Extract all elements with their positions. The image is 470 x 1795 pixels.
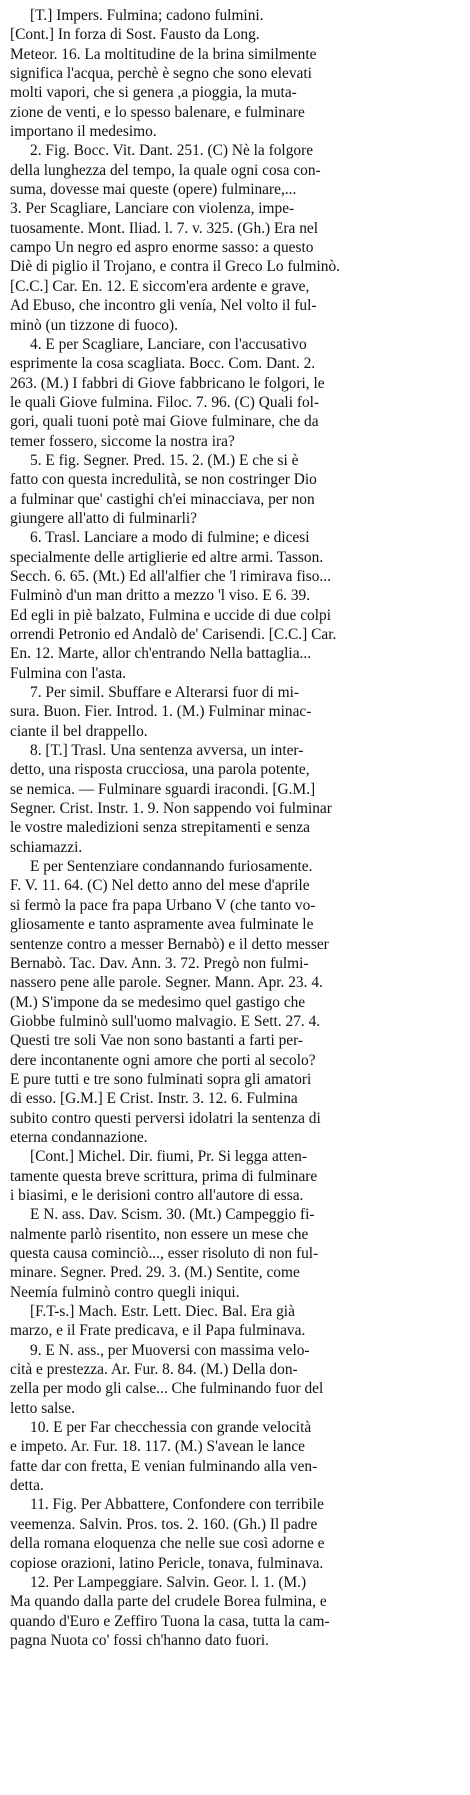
text-line: schiamazzi. [10,838,83,856]
text-line: gliosamente e tanto aspramente avea fulminate le [10,916,314,934]
text-line: subito contro questi perversi idolatri la sentenza di [10,1109,321,1127]
text-line: se nemica. — Fulminare sguardi iracondi. [G.M.] [10,780,316,798]
text-line: 10. E per Far checchessia con grande velocità [30,1419,312,1437]
text-line: significa l'acqua, perchè è segno che sono elevati [10,65,312,83]
entry-paragraph [10,1418,462,1495]
text-line: tuosamente. Mont. Iliad. l. 7. v. 325. (Gh.) Era nel [10,219,319,237]
entry-paragraph [10,857,462,1147]
text-line: 2. Fig. Bocc. Vit. Dant. 251. (C) Nè la folgore [30,142,314,160]
text-line: F. V. 11. 64. (C) Nel detto anno del mese d'aprile [10,877,310,895]
entry-paragraph [10,1573,462,1650]
text-line: della romana eloquenza che nelle sue così adorne e [10,1535,325,1553]
text-line: nalmente parlò risentito, non essere un mese che [10,1225,309,1243]
entry-paragraph [10,1495,462,1572]
entry-paragraph [10,1205,462,1302]
entry-paragraph [10,335,462,451]
text-line: dere incontanente ogni amore che porti al secolo? [10,1051,316,1069]
text-line: 12. Per Lampeggiare. Salvin. Geor. l. 1. (M.) [30,1573,307,1591]
text-line: e impeto. Ar. Fur. 18. 117. (M.) S'avean le lance [10,1438,305,1456]
text-line: si fermò la pace fra papa Urbano V (che tanto vo- [10,896,316,914]
text-line: Neemía fulminò contro quegli iniqui. [10,1283,240,1301]
text-line: Meteor. 16. La moltitudine de la brina similmente [10,45,317,63]
text-line: esprimente la cosa scagliata. Bocc. Com. Dant. 2. [10,355,316,373]
text-line: Secch. 6. 65. (Mt.) Ed all'alfier che 'l rimirava fiso... [10,567,331,585]
entry-paragraph [10,683,462,741]
text-line: Ad Ebuso, che incontro gli venía, Nel volto il ful- [10,297,317,315]
text-line: veemenza. Salvin. Pros. tos. 2. 160. (Gh.) Il padre [10,1515,318,1533]
entry-paragraph [10,1147,462,1205]
text-line: Giobbe fulminò sull'uomo malvagio. E Sett. 27. 4. [10,1012,321,1030]
text-line: Fulminò d'un man dritto a mezzo 'l viso. E 6. 39. [10,587,311,605]
entry-paragraph [10,1302,462,1341]
text-line: eterna condannazione. [10,1128,148,1146]
text-line: [Cont.] Michel. Dir. fiumi, Pr. Si legga atten- [30,1148,307,1166]
text-line: questa causa cominciò..., esser risoluto di non ful- [10,1245,319,1262]
text-line: della lunghezza del tempo, la quale ogni cosa con- [10,161,321,179]
text-line: Segner. Crist. Instr. 1. 9. Non sappendo voi fulminar [10,800,332,818]
text-line: detta. [10,1477,44,1495]
text-line: letto salse. [10,1399,75,1417]
text-line: E pure tutti e tre sono fulminati sopra gli amatori [10,1070,312,1088]
entry-paragraph [10,528,462,683]
text-line: 9. E N. ass., per Muoversi con massima velo- [30,1341,310,1359]
text-line: 5. E fig. Segner. Pred. 15. 2. (M.) E che si è [30,451,299,469]
text-line: En. 12. Marte, allor ch'entrando Nella battaglia... [10,645,312,663]
text-line: ciante il bel drappello. [10,722,148,740]
text-line: importano il medesimo. [10,123,157,141]
text-line: Ed egli in piè balzato, Fulmina e uccide di due colpi [10,606,331,624]
text-line: 3. Per Scagliare, Lanciare con violenza, impe- [10,200,295,218]
text-line: specialmente delle artiglierie ed altre armi. Tasson. [10,548,324,566]
text-line: i biasimi, e le derisioni contro all'autore di essa. [10,1186,304,1204]
entry-body [10,6,462,1650]
text-line: Bernabò. Tac. Dav. Ann. 3. 72. Pregò non fulmi- [10,954,309,972]
text-line: E N. ass. Dav. Scism. 30. (Mt.) Campeggio fi- [30,1206,315,1224]
text-line: (M.) S'impone da se medesimo quel gastigo che [10,993,306,1011]
text-line: [Cont.] In forza di Sost. Fausto da Long. [10,26,260,44]
text-line: Questi tre soli Vae non sono bastanti a farti per- [10,1032,304,1050]
text-line: detto, una risposta crucciosa, una parola potente, [10,761,310,779]
entry-paragraph [10,1341,462,1418]
text-line: marzo, e il Frate predicava, e il Papa fulminava. [10,1322,306,1340]
text-line: giungere all'atto di fulminarli? [10,509,197,527]
text-line: minare. Segner. Pred. 29. 3. (M.) Sentite, come [10,1264,300,1282]
text-line: Ma quando dalla parte del crudele Borea fulmina, e [10,1593,327,1611]
text-line: nassero pene alle parole. Segner. Mann. Apr. 23. 4. [10,974,323,992]
text-line: [F.T-s.] Mach. Estr. Lett. Diec. Bal. Era già [30,1303,295,1321]
entry-paragraph [10,6,462,141]
text-line: zella per modo gli calse... Che fulminando fuor del [10,1380,324,1398]
text-line: 8. [T.] Trasl. Una sentenza avversa, un inter- [30,742,304,760]
text-line: 6. Trasl. Lanciare a modo di fulmine; e dicesi [30,529,310,547]
text-line: pagna Nuota co' fossi ch'hanno dato fuori. [10,1631,269,1649]
text-line: molti vapori, che si genera ,a pioggia, la muta- [10,84,297,102]
entry-paragraph [10,141,462,334]
text-line: campo Un negro ed aspro enorme sasso: a questo [10,239,314,257]
text-line: tamente questa breve scrittura, prima di fulminare [10,1167,318,1185]
text-line: minò (un tizzone di fuoco). [10,316,178,334]
text-line: gori, quali tuoni potè mai Giove fulminare, che da [10,413,319,431]
text-line: a fulminar que' castighi ch'ei minacciava, per non [10,490,315,508]
entry-paragraph [10,741,462,857]
text-line: suma, dovesse mai queste (opere) fulminare,... [10,181,297,199]
text-line: zione de venti, e lo spesso balenare, e fulminare [10,103,305,121]
text-line: 11. Fig. Per Abbattere, Confondere con terribile [30,1496,324,1514]
text-line: copiose orazioni, latino Pericle, tonava, fulminava. [10,1554,324,1572]
text-line: E per Sentenziare condannando furiosamente. [30,858,313,876]
text-line: le vostre maledizioni senza strepitamenti e senza [10,819,310,837]
entry-paragraph [10,451,462,528]
text-line: di esso. [G.M.] E Crist. Instr. 3. 12. 6. Fulmina [10,1090,298,1108]
text-line: [T.] Impers. Fulmina; cadono fulmini. [30,7,264,24]
text-line: temer fossero, siccome la nostra ira? [10,432,235,450]
text-line: orrendi Petronio ed Andalò de' Carisendi. [C.C.] Car. [10,626,337,643]
text-line: cità e prestezza. Ar. Fur. 8. 84. (M.) Della don- [10,1361,298,1379]
text-line: sentenze contro a messer Bernabò) e il detto messer [10,935,329,953]
text-line: 263. (M.) I fabbri di Giove fabbricano le folgori, le [10,374,325,392]
text-line: fatte dar con fretta, E venian fulminando alla ven- [10,1457,318,1475]
text-line: fatto con questa incredulità, se non costringer Dio [10,471,317,489]
text-line: 4. E per Scagliare, Lanciare, con l'accusativo [30,335,307,353]
text-line: Fulmina con l'asta. [10,664,127,682]
text-line: sura. Buon. Fier. Introd. 1. (M.) Fulminar minac- [10,703,312,721]
text-line: Diè di piglio il Trojano, e contra il Greco Lo fulminò. [10,258,340,276]
text-line: [C.C.] Car. En. 12. E siccom'era ardente e grave, [10,277,310,295]
text-line: quando d'Euro e Zeffiro Tuona la casa, tutta la cam- [10,1612,330,1630]
text-line: le quali Giove fulmina. Filoc. 7. 96. (C) Quali fol- [10,393,320,411]
text-line: 7. Per simil. Sbuffare e Alterarsi fuor di mi- [30,684,299,702]
